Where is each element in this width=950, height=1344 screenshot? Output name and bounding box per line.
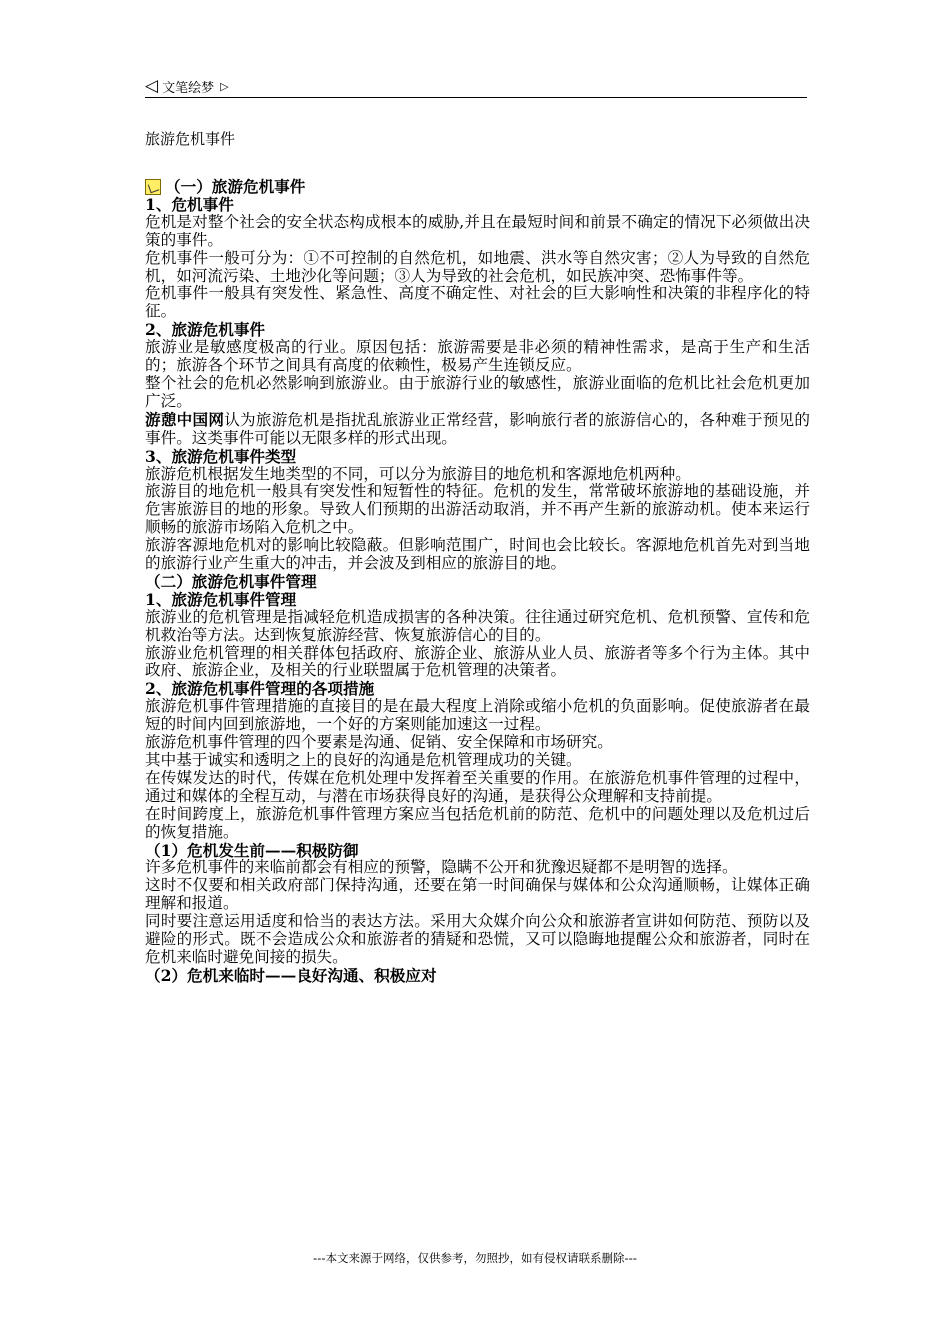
subheading: （2）危机来临时——良好沟通、积极应对 [145, 965, 437, 985]
paragraph: 旅游业危机管理的相关群体包括政府、旅游企业、旅游从业人员、旅游者等多个行为主体。其中政府、旅游企业，及相关的行业联盟属于危机管理的决策者。 [145, 643, 810, 680]
subheading: 2、旅游危机事件管理的各项措施 [145, 679, 375, 699]
paragraph: 旅游目的地危机一般具有突发性和短暂性的特征。危机的发生，常常破坏旅游地的基础设施，并危害旅游目的地的形象。导致人们预期的出游活动取消，并不再产生新的旅游动机。使本来运行顺畅的旅游市场陷入危机之中。 [145, 482, 810, 537]
paragraph: 旅游危机事件管理措施的直接目的是在最大程度上消除或缩小危机的负面影响。促使旅游者在最短的时间内回到旅游地，一个好的方案则能加速这一过程。 [145, 697, 810, 734]
subheading: 1、旅游危机事件管理 [145, 589, 297, 609]
paragraph: 危机事件一般可分为：①不可控制的自然危机，如地震、洪水等自然灾害；②人为导致的自然危机，如河流污染、土地沙化等问题；③人为导致的社会危机，如民族冲突、恐怖事件等。 [145, 248, 810, 285]
subheading: （1）危机发生前——积极防御 [145, 840, 359, 860]
triangle-left-icon: ◁ [145, 75, 159, 96]
paragraph: 这时不仅要和相关政府部门保持沟通，还要在第一时间确保与媒体和公众沟通顺畅，让媒体正确理解和报道。 [145, 876, 810, 913]
paragraph: 旅游业是敏感度极高的行业。原因包括：旅游需要是非必须的精神性需求，是高于生产和生活的；旅游各个环节之间具有高度的依赖性，极易产生连锁反应。 [145, 338, 810, 375]
triangle-right-icon: ▷ [220, 79, 229, 93]
paragraph: 许多危机事件的来临前都会有相应的预警，隐瞒不公开和犹豫迟疑都不是明智的选择。 [145, 858, 738, 877]
paragraph: 在时间跨度上，旅游危机事件管理方案应当包括危机前的防范、危机中的问题处理以及危机过后的恢复措施。 [145, 804, 810, 841]
paragraph-text: 认为旅游危机是指扰乱旅游业正常经营，影响旅行者的旅游信心的，各种难于预见的事件。这类事件可能以无限多样的形式出现。 [145, 410, 810, 447]
subheading: 2、旅游危机事件 [145, 320, 266, 340]
page-footer: ---本文来源于网络，仅供参考，勿照抄，如有侵权请联系删除--- [313, 1251, 637, 1265]
paragraph: 其中基于诚实和透明之上的良好的沟通是危机管理成功的关键。 [145, 751, 582, 769]
paragraph: 整个社会的危机必然影响到旅游业。由于旅游行业的敏感性，旅游业面临的危机比社会危机更加广泛。 [145, 373, 810, 410]
document-title: 旅游危机事件 [145, 130, 236, 148]
paragraph: 在传媒发达的时代，传媒在危机处理中发挥着至关重要的作用。在旅游危机事件管理的过程中，通过和媒体的全程互动，与潜在市场获得良好的沟通，是获得公众理解和支持前提。 [145, 768, 810, 805]
section-heading: （二）旅游危机事件管理 [145, 571, 317, 591]
paragraph: 旅游客源地危机对的影响比较隐蔽。但影响范围广，时间也会比较长。客源地危机首先对到当地的旅游行业产生重大的冲击，并会波及到相应的旅游目的地。 [145, 536, 810, 573]
section-heading-text: （一）旅游危机事件 [165, 177, 306, 196]
header-title: 文笔绘梦 [162, 80, 215, 96]
subheading: 1、危机事件 [145, 194, 234, 214]
note-icon[interactable] [145, 179, 161, 195]
header-divider [145, 97, 807, 98]
paragraph: 危机事件一般具有突发性、紧急性、高度不确定性、对社会的巨大影响性和决策的非程序化的特征。 [145, 284, 810, 321]
paragraph [145, 411, 810, 448]
section-heading [145, 178, 810, 196]
subheading: 3、旅游危机事件类型 [145, 446, 297, 466]
paragraph: 旅游危机根据发生地类型的不同，可以分为旅游目的地危机和客源地危机两种。 [145, 464, 691, 483]
paragraph: 旅游业的危机管理是指减轻危机造成损害的各种决策。往往通过研究危机、危机预警、宣传和危机救治等方法。达到恢复旅游经营、恢复旅游信心的目的。 [145, 607, 810, 644]
page-header [145, 74, 807, 98]
paragraph: 同时要注意运用适度和恰当的表达方法。采用大众媒介向公众和旅游者宣讲如何防范、预防以及避险的形式。既不会造成公众和旅游者的猜疑和恐慌，又可以隐晦地提醒公众和旅游者，同时在危机来临时避免间接的损失。 [145, 912, 810, 966]
paragraph: 旅游危机事件管理的四个要素是沟通、促销、安全保障和市场研究。 [145, 733, 613, 752]
source-name: 游憩中国网 [145, 409, 225, 429]
paragraph: 危机是对整个社会的安全状态构成根本的威胁,并且在最短时间和前景不确定的情况下必须做出决策的事件。 [145, 212, 810, 249]
document-body [145, 178, 810, 985]
